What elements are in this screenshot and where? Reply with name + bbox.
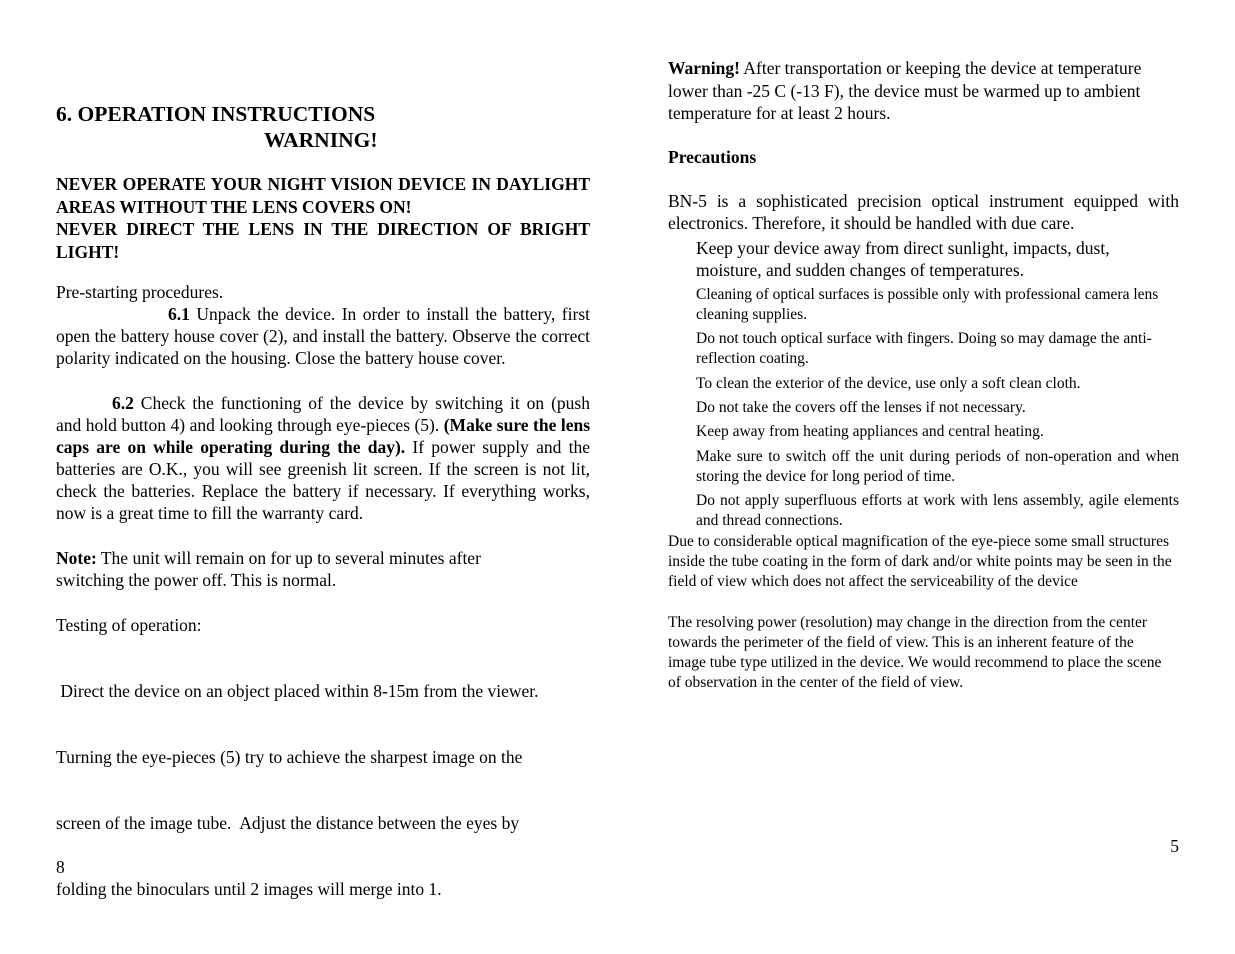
note-line-1: The unit will remain on for up to several minutes after	[96, 548, 481, 568]
warning-title: WARNING!	[264, 128, 378, 152]
page-number-left: 8	[56, 857, 65, 877]
warning-text: After transportation or keeping the device at temperature lower than -25 C (-13 F), the device must be warmed up to ambient temperature for at least 2 hours.	[668, 58, 1142, 123]
prestart-title: Pre-starting procedures.	[56, 282, 224, 302]
testing-line: folding the binoculars until 2 images will merge into 1.	[56, 879, 442, 899]
step-6-2	[56, 392, 590, 524]
magnification-paragraph: Due to considerable optical magnification of the eye-piece some small structures inside the tube coating in the form of dark and/or white points may be seen in the field of view which does not affect the serviceability of the device	[668, 533, 1172, 590]
precautions-intro: BN-5 is a sophisticated precision optical instrument equipped with electronics. Therefore, it should be handled with due care.	[668, 191, 1179, 233]
section-heading	[56, 100, 378, 152]
precaution-keep-away: Keep your device away from direct sunlight, impacts, dust, moisture, and sudden changes of temperatures.	[696, 238, 1110, 280]
testing-line: Turning the eye-pieces (5) try to achieve the sharpest image on the	[56, 747, 523, 767]
testing-title: Testing of operation:	[56, 615, 202, 635]
testing-line: screen of the image tube. Adjust the distance between the eyes by	[56, 813, 520, 833]
step-6-2-number: 6.2	[112, 393, 134, 413]
caps-warning-1: NEVER OPERATE YOUR NIGHT VISION DEVICE IN DAYLIGHT AREAS WITHOUT THE LENS COVERS ON!	[56, 174, 590, 217]
precaution-item: Do not take the covers off the lenses if not necessary.	[696, 399, 1026, 416]
precaution-item: Do not touch optical surface with fingers. Doing so may damage the anti-reflection coating.	[696, 330, 1152, 367]
precaution-item: Keep away from heating appliances and central heating.	[696, 423, 1044, 440]
step-6-1-number: 6.1	[168, 304, 190, 324]
warning-label: Warning!	[668, 58, 740, 78]
precaution-item: Cleaning of optical surfaces is possible only with professional camera lens cleaning supplies.	[696, 286, 1159, 323]
step-6-2-bold: (Make sure the lens caps are on while operating during the day).	[56, 415, 591, 457]
testing-line: Direct the device on an object placed within 8-15m from the viewer.	[56, 681, 539, 701]
precaution-item: Do not apply superfluous efforts at work with lens assembly, agile elements and thread connections.	[696, 492, 1179, 529]
resolution-paragraph: The resolving power (resolution) may change in the direction from the center towards the perimeter of the field of view. This is an inherent feature of the image tube type utilized in the device. We would recommend to place the scene of observation in the center of the field of view.	[668, 614, 1162, 691]
warning-paragraph	[668, 57, 1179, 125]
note	[56, 547, 590, 591]
step-6-2-text-a: Check the functioning of the device by switching it on (push and hold button 4) and looking through eye-pieces (5).	[56, 393, 590, 435]
precaution-item: To clean the exterior of the device, use only a soft clean cloth.	[696, 375, 1081, 392]
caps-warning-2: NEVER DIRECT THE LENS IN THE DIRECTION OF BRIGHT LIGHT!	[56, 219, 590, 262]
testing-body	[56, 636, 590, 944]
note-line-2: switching the power off. This is normal.	[56, 570, 337, 590]
step-6-1	[56, 303, 590, 369]
step-6-2-text-b: If power supply and the batteries are O.K., you will see greenish lit screen. If the screen is not lit, check the batteries. Replace the battery if necessary. If everything works, now is a great time to fill the warranty card.	[56, 437, 590, 523]
note-label: Note:	[56, 548, 97, 568]
page-number-right: 5	[1170, 836, 1179, 856]
step-6-1-text: Unpack the device. In order to install the battery, first open the battery house cover (2), and install the battery. Observe the correct polarity indicated on the housing. Close the battery house cover.	[56, 304, 590, 368]
heading-text: 6. OPERATION INSTRUCTIONS	[56, 102, 376, 126]
precautions-title: Precautions	[668, 147, 757, 167]
precaution-item: Make sure to switch off the unit during periods of non-operation and when storing the device for long period of time.	[696, 448, 1179, 485]
